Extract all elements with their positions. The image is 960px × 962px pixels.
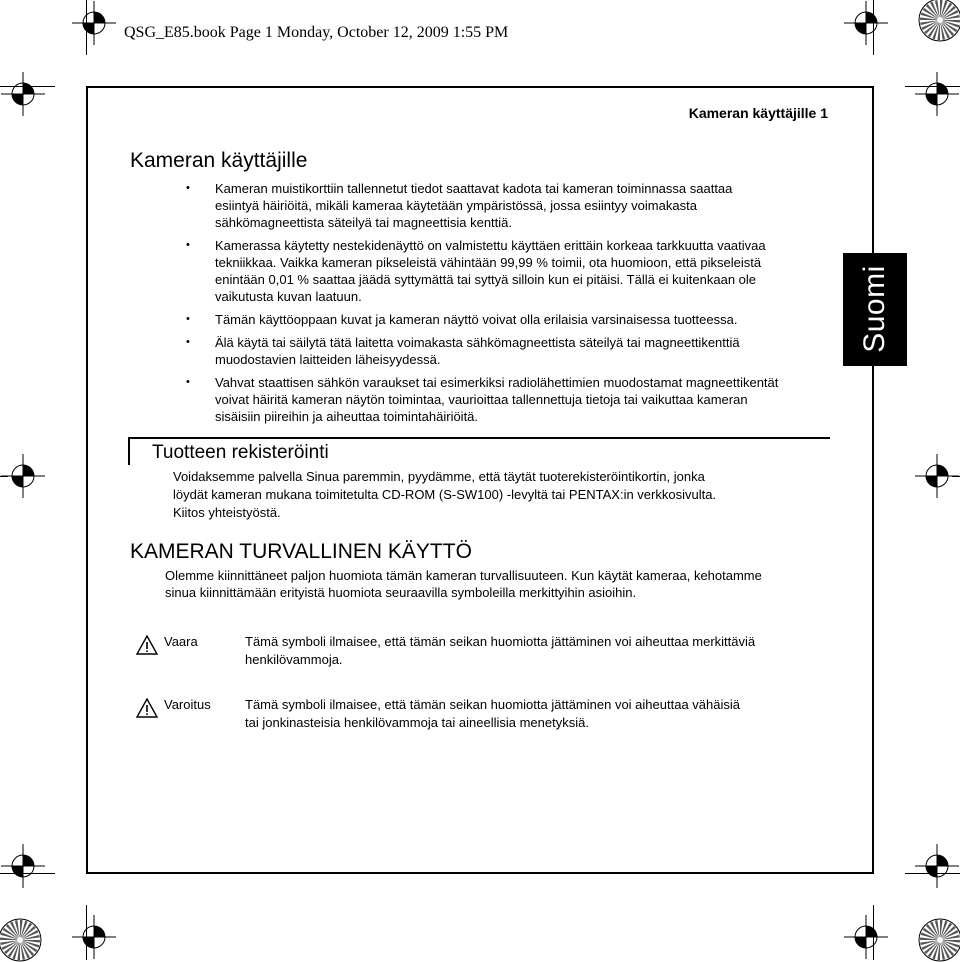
warning-term: Varoitus: [164, 697, 211, 712]
running-head: Kameran käyttäjille 1: [688, 105, 828, 121]
registration-text-line: löydät kameran mukana toimitetulta CD-ROM (S-SW100) -levyltä tai PENTAX:in verkkosivulta.: [173, 487, 717, 502]
crop-mark-line: [873, 0, 874, 55]
registration-text: [173, 468, 716, 522]
registration-crosshair-mark: [1, 844, 45, 888]
safety-intro: [165, 567, 762, 601]
bullet-item-line: vaikutusta kuvan laatuun.: [215, 289, 362, 304]
crop-mark-line: [0, 86, 55, 87]
bullet-item-line: • Tämän käyttöoppaan kuvat ja kameran näyttö voivat olla erilaisia varsinaisessa tuotteessa.: [215, 312, 738, 327]
warning-term: Vaara: [164, 634, 198, 649]
registration-heading-rule: [354, 437, 830, 439]
bullet-item-line: sisäisiin piireihin ja aiheuttaa toimintahäiriöitä.: [215, 409, 479, 424]
registration-crosshair-mark: [844, 1, 888, 45]
warning-description: [245, 633, 755, 669]
registration-crosshair-mark: [844, 915, 888, 959]
bullet-item-line: • Vahvat staattisen sähkön varaukset tai esimerkiksi radiolähettimien muodostamat magneettikentät: [215, 375, 779, 390]
registration-text-line: Voidaksemme palvella Sinua paremmin, pyydämme, että täytät tuoterekisteröintikortin, jonka: [173, 469, 705, 484]
users-bullet-list: [186, 180, 836, 431]
registration-crosshair-mark: [72, 915, 116, 959]
crop-mark-line: [0, 476, 8, 477]
crop-mark-line: [873, 905, 874, 960]
bullet-item-line: voivat häiritä kameran näytön toimintaa, vaurioittaa tallennettuja tietoja tai vaikuttaa kameran: [215, 392, 748, 407]
registration-text-line: Kiitos yhteistyöstä.: [173, 505, 281, 520]
registration-starburst-mark: [918, 0, 960, 42]
warning-description: [245, 696, 740, 732]
bullet-item: [186, 237, 836, 305]
crop-mark-line: [952, 476, 960, 477]
warning-description-line: Tämä symboli ilmaisee, että tämän seikan huomiotta jättäminen voi aiheuttaa vähäisiä: [245, 697, 740, 712]
registration-crosshair-mark: [1, 72, 45, 116]
language-tab-label: Suomi: [858, 265, 891, 353]
bullet-item-line: esiintyä häiriöitä, mikäli kameraa käytetään ympäristössä, jossa esiintyy voimakasta: [215, 198, 697, 213]
registration-heading-box: [128, 437, 356, 465]
safety-intro-line: sinua kiinnittämään erityistä huomiota seuraavilla symboleilla merkittyihin asioihin.: [165, 585, 637, 600]
crop-mark-line: [905, 86, 960, 87]
section-heading-users: Kameran käyttäjille: [130, 149, 308, 172]
warning-triangle-icon: [136, 635, 158, 655]
warning-description-line: henkilövammoja.: [245, 652, 343, 667]
section-heading-safety: KAMERAN TURVALLINEN KÄYTTÖ: [130, 540, 472, 563]
bullet-item-line: • Älä käytä tai säilytä tätä laitetta voimakasta sähkömagneettista säteilyä tai magneettikenttiä: [215, 335, 740, 350]
registration-crosshair-mark: [915, 72, 959, 116]
safety-intro-line: Olemme kiinnittäneet paljon huomiota tämän kameran turvallisuuteen. Kun käytät kameraa, kehotamme: [165, 568, 762, 583]
bullet-item: [186, 311, 836, 328]
bullet-item: [186, 374, 836, 425]
warning-description-line: tai jonkinasteisia henkilövammoja tai aineellisia menetyksiä.: [245, 715, 589, 730]
bullet-item-line: • Kamerassa käytetty nestekidenäyttö on valmistettu käyttäen erittäin korkeaa tarkkuutta vaativaa: [215, 238, 766, 253]
crop-mark-line: [0, 873, 55, 874]
warning-triangle-icon: [136, 698, 158, 718]
bullet-item: [186, 334, 836, 368]
crop-mark-line: [86, 905, 87, 960]
crop-mark-line: [86, 0, 87, 55]
registration-crosshair-mark: [915, 844, 959, 888]
crop-mark-line: [905, 873, 960, 874]
print-header: QSG_E85.book Page 1 Monday, October 12, 2009 1:55 PM: [124, 24, 509, 41]
warning-description-line: Tämä symboli ilmaisee, että tämän seikan huomiotta jättäminen voi aiheuttaa merkittäviä: [245, 634, 756, 649]
registration-crosshair-mark: [72, 1, 116, 45]
registration-starburst-mark: [0, 918, 42, 962]
bullet-item-line: sähkömagneettista säteilyä tai magneettisia kenttiä.: [215, 215, 513, 230]
bullet-item: [186, 180, 836, 231]
bullet-item-line: tekniikkaa. Vaikka kameran pikseleistä vähintään 99,99 % toimii, ota huomioon, että pikseleistä: [215, 255, 762, 270]
section-heading-registration: Tuotteen rekisteröinti: [152, 442, 329, 463]
registration-starburst-mark: [918, 918, 960, 962]
bullet-item-line: muodostavien laitteiden läheisyydessä.: [215, 352, 441, 367]
language-tab: [843, 253, 907, 366]
bullet-item-line: • Kameran muistikorttiin tallennetut tiedot saattavat kadota tai kameran toiminnassa saattaa: [215, 181, 733, 196]
bullet-item-line: enintään 0,01 % saattaa jäädä syttymättä tai syttyä silloin kun ei pitäisi. Tällä ei kuitenkaan ole: [215, 272, 757, 287]
